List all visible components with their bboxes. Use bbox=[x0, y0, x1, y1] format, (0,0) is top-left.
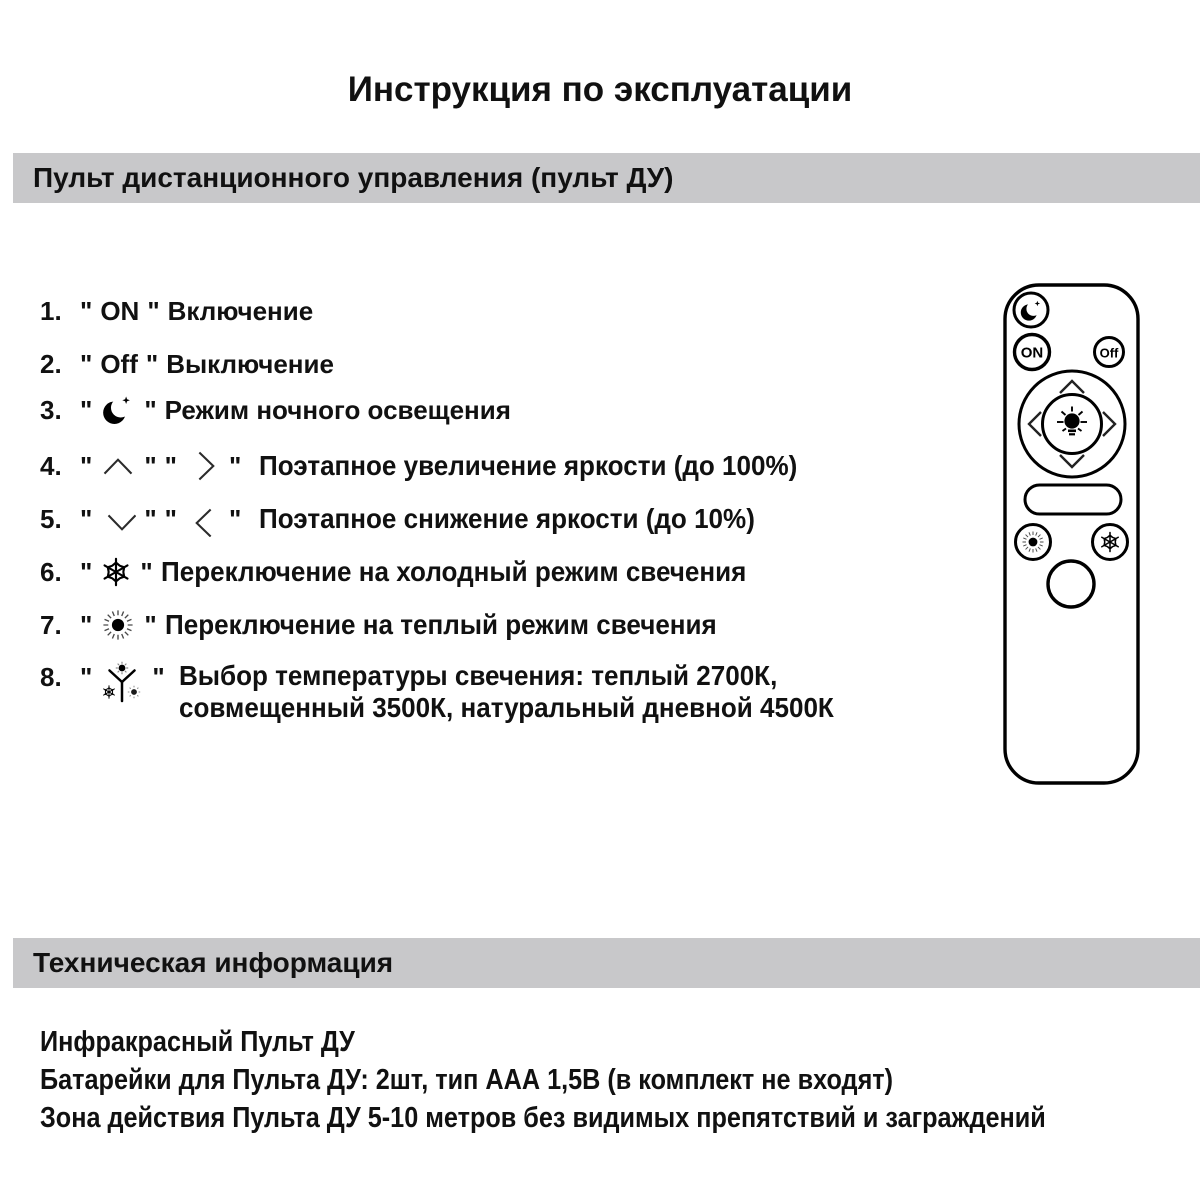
quote-mark: " bbox=[145, 348, 159, 379]
chevron-down-icon bbox=[100, 501, 136, 537]
tech-info-line1-text: Инфракрасный Пульт ДУ bbox=[40, 1026, 355, 1058]
item-description: Режим ночного освещения bbox=[164, 394, 511, 425]
quote-mark: " bbox=[80, 348, 93, 379]
item-description bbox=[179, 660, 883, 724]
quote-mark: " bbox=[152, 662, 165, 692]
remote-round-button bbox=[1048, 561, 1094, 607]
section-header-tech-label: Техническая информация bbox=[33, 947, 394, 978]
item-number: 2. bbox=[40, 348, 62, 379]
item-description: Переключение на холодный режим свечения bbox=[160, 556, 747, 587]
item-number: 8. bbox=[40, 662, 62, 692]
quote-mark: " bbox=[144, 450, 157, 481]
off-label: Off bbox=[100, 348, 138, 379]
tech-info-line2-text: Батарейки для Пульта ДУ: 2шт, тип ААА 1,5В (в комплект не входят) bbox=[40, 1064, 894, 1096]
item-number: 1. bbox=[40, 295, 62, 326]
list-item-color-temperature bbox=[40, 660, 883, 736]
remote-on-label: ON bbox=[1020, 344, 1044, 362]
remote-night-mode-button bbox=[1014, 293, 1048, 327]
item-description-line1: Выбор температуры свечения: теплый 2700К, bbox=[178, 660, 777, 691]
item-description: Включение bbox=[167, 295, 314, 326]
item-number: 6. bbox=[40, 556, 62, 587]
item-description: Поэтапное увеличение яркости (до 100%) bbox=[259, 450, 798, 481]
list-item-brightness-up bbox=[40, 444, 838, 488]
quote-mark: " bbox=[164, 503, 177, 534]
quote-mark: " bbox=[80, 295, 93, 326]
item-number: 4. bbox=[40, 450, 62, 481]
list-item-brightness-down bbox=[40, 497, 793, 541]
remote-preset-pill-button bbox=[1025, 485, 1121, 514]
color-temperature-select-icon bbox=[100, 661, 144, 705]
quote-mark: " bbox=[147, 295, 160, 326]
quote-mark: " bbox=[144, 394, 157, 425]
quote-mark: " bbox=[228, 450, 242, 481]
item-description: Выключение bbox=[166, 348, 334, 379]
item-description-line2: совмещенный 3500К, натуральный дневной 4500К bbox=[178, 692, 834, 723]
remote-off-button bbox=[1095, 338, 1124, 367]
remote-on-button bbox=[1015, 335, 1050, 370]
quote-mark: " bbox=[144, 503, 157, 534]
section-header-remote bbox=[13, 153, 1200, 203]
on-label: ON bbox=[100, 295, 140, 326]
remote-brightness-nav-pad bbox=[1019, 371, 1125, 477]
quote-mark: " bbox=[140, 556, 153, 587]
list-item-warm-mode bbox=[40, 603, 758, 647]
night-mode-moon-icon bbox=[100, 392, 136, 428]
remote-cold-mode-button bbox=[1093, 525, 1128, 560]
quote-mark: " bbox=[80, 556, 93, 587]
item-description: Переключение на теплый режим свечения bbox=[164, 609, 717, 640]
tech-info-line3-text: Зона действия Пульта ДУ 5-10 метров без видимых препятствий и заграждений bbox=[40, 1102, 1046, 1134]
quote-mark: " bbox=[80, 609, 93, 640]
remote-control-illustration bbox=[1003, 283, 1140, 785]
snowflake-icon bbox=[100, 556, 132, 588]
list-item-on bbox=[40, 289, 313, 333]
list-item-cold-mode bbox=[40, 550, 790, 594]
item-number: 5. bbox=[40, 503, 62, 534]
quote-mark: " bbox=[80, 662, 93, 692]
tech-info-line bbox=[40, 1064, 1021, 1097]
quote-mark: " bbox=[80, 394, 93, 425]
chevron-left-icon bbox=[185, 501, 221, 537]
quote-mark: " bbox=[164, 450, 177, 481]
quote-mark: " bbox=[144, 609, 157, 640]
list-item-night-mode bbox=[40, 388, 511, 432]
chevron-up-icon bbox=[100, 448, 136, 484]
tech-info-line bbox=[40, 1026, 402, 1059]
item-number: 7. bbox=[40, 609, 62, 640]
quote-mark: " bbox=[80, 450, 93, 481]
item-description: Поэтапное снижение яркости (до 10%) bbox=[259, 503, 756, 534]
list-item-off bbox=[40, 342, 334, 386]
tech-info-line bbox=[40, 1102, 1196, 1135]
chevron-right-icon bbox=[185, 448, 221, 484]
quote-mark: " bbox=[80, 503, 93, 534]
section-header-remote-label: Пульт дистанционного управления (пульт ДУ) bbox=[33, 162, 674, 193]
remote-off-label: Off bbox=[1099, 345, 1119, 361]
sun-icon bbox=[100, 607, 136, 643]
item-number: 3. bbox=[40, 394, 62, 425]
quote-mark: " bbox=[228, 503, 242, 534]
page-title: Инструкция по эксплуатации bbox=[347, 70, 853, 109]
sun-icon bbox=[1022, 531, 1043, 552]
remote-warm-mode-button bbox=[1016, 525, 1051, 560]
section-header-tech bbox=[13, 938, 1200, 988]
